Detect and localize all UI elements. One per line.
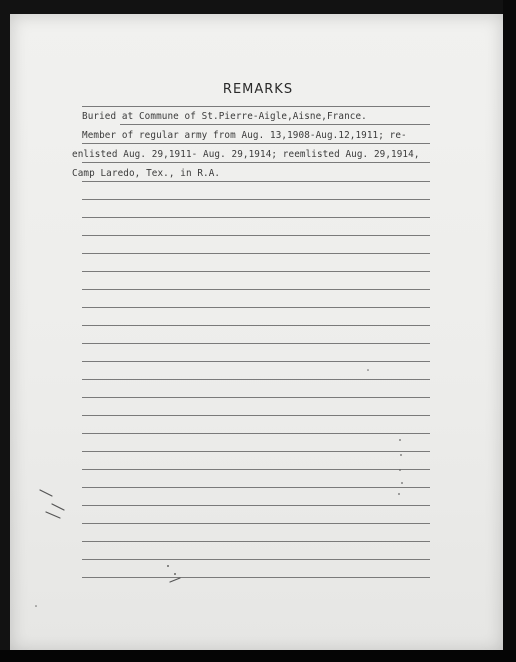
ruled-line xyxy=(82,469,430,470)
ruled-line xyxy=(82,289,430,290)
ruled-line xyxy=(82,106,430,107)
remarks-heading: REMARKS xyxy=(222,82,294,97)
remark-line-1: Buried at Commune of St.Pierre-Aigle,Aisne,France. xyxy=(82,111,367,122)
ruled-line xyxy=(82,433,430,434)
ruled-line xyxy=(82,181,430,182)
ruled-line xyxy=(82,451,430,452)
ruled-line xyxy=(82,343,430,344)
ruled-line xyxy=(82,523,430,524)
scan-edge-right xyxy=(503,0,516,662)
ruled-line xyxy=(82,361,430,362)
remarks-card xyxy=(10,14,503,652)
ruled-line xyxy=(82,415,430,416)
ruled-line xyxy=(82,505,430,506)
remark-line-2: Member of regular army from Aug. 13,1908-Aug.12,1911; re- xyxy=(82,130,407,141)
ruled-line xyxy=(82,217,430,218)
ruled-line xyxy=(82,487,430,488)
remark-line-4: Camp Laredo, Tex., in R.A. xyxy=(72,168,221,179)
ruled-line xyxy=(82,577,430,578)
ruled-line xyxy=(82,379,430,380)
ruled-line xyxy=(82,162,430,163)
ruled-line xyxy=(82,541,430,542)
ruled-line xyxy=(82,559,430,560)
scan-edge-bottom xyxy=(0,650,516,662)
ruled-line xyxy=(82,199,430,200)
ruled-line xyxy=(82,235,430,236)
ruled-line xyxy=(82,307,430,308)
remark-line-3: enlisted Aug. 29,1911- Aug. 29,1914; reemlisted Aug. 29,1914, xyxy=(72,149,420,160)
ruled-line xyxy=(120,124,430,125)
ruled-line xyxy=(82,397,430,398)
ruled-line xyxy=(82,253,430,254)
ruled-line xyxy=(82,143,430,144)
ruled-line xyxy=(82,325,430,326)
ruled-line xyxy=(82,271,430,272)
